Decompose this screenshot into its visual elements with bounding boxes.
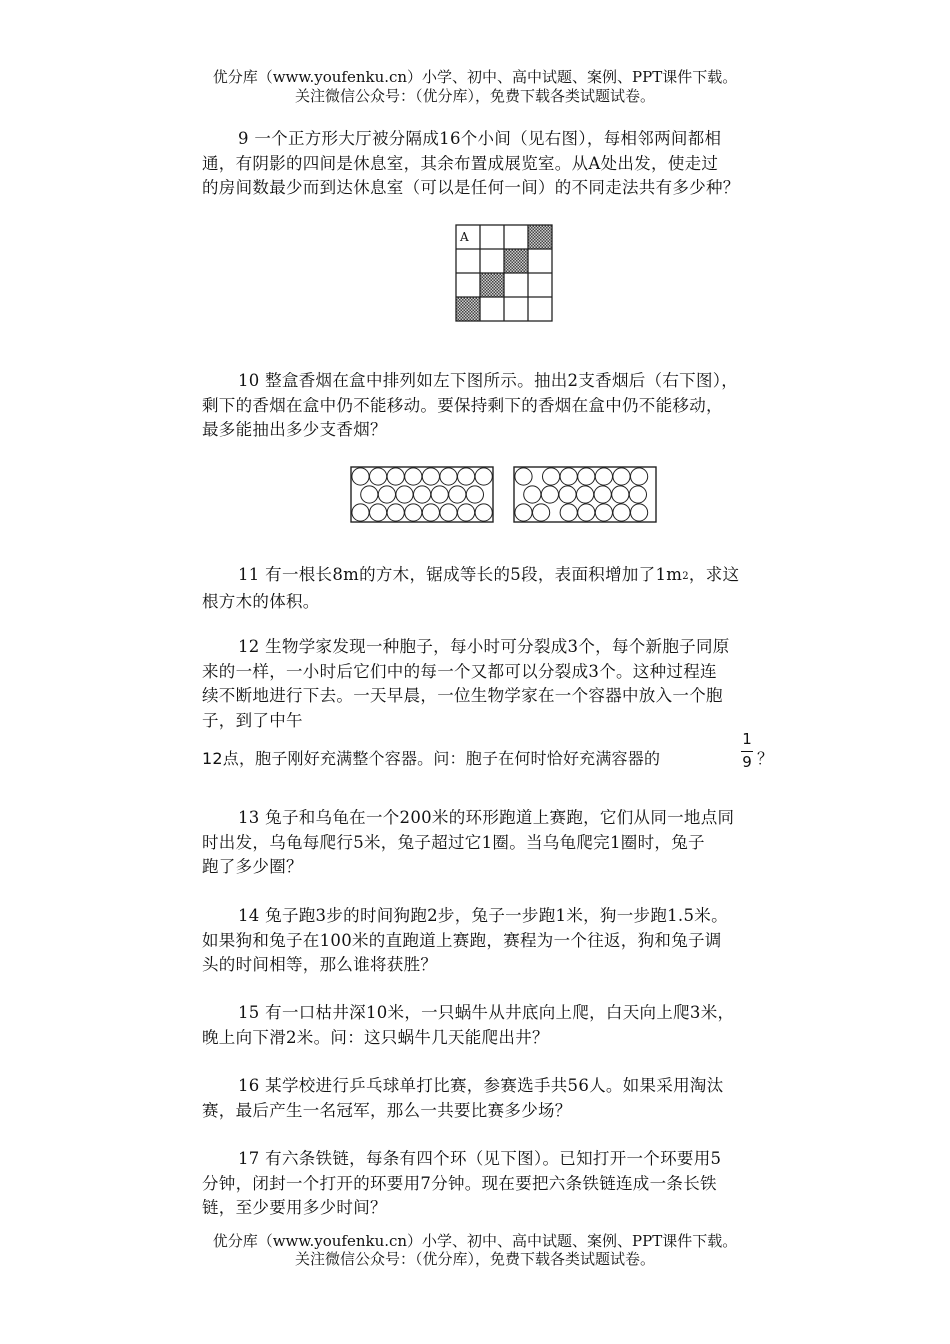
cigarette-circle xyxy=(449,486,466,503)
q13-line: 跑了多少圈？ xyxy=(202,857,303,876)
q16-line: 赛，最后产生一名冠军，那么一共要比赛多少场？ xyxy=(202,1100,572,1120)
question-17 xyxy=(202,1147,802,1221)
cigarette-circle xyxy=(440,504,457,521)
cigarette-circle xyxy=(396,486,413,503)
question-15 xyxy=(202,1001,802,1050)
q16-line: 16 某学校进行乒乓球单打比赛，参赛选手共56人。如果采用淘汰 xyxy=(238,1076,724,1095)
cigarette-circle xyxy=(361,486,378,503)
q17-line: 17 有六条铁链，每条有四个环（见下图）。已知打开一个环要用5 xyxy=(238,1149,722,1168)
footer-line-1: 优分库（www.youfenku.cn）小学、初中、高中试题、案例、PPT课件下载。 xyxy=(212,1232,738,1250)
q12-line: 续不断地进行下去。一天早晨，一位生物学家在一个容器中放入一个胞 xyxy=(202,686,723,705)
cigarette-circle xyxy=(559,486,576,503)
fraction-bar xyxy=(741,751,753,752)
cigarette-circle xyxy=(475,504,492,521)
question-16 xyxy=(202,1074,802,1123)
cigarette-circle xyxy=(370,504,387,521)
rest-room-cell xyxy=(456,297,480,321)
q14-line: 头的时间相等，那么谁将获胜？ xyxy=(202,955,438,974)
cigarette-circle xyxy=(387,468,404,485)
q10-line: 剩下的香烟在盒中仍不能移动。要保持剩下的香烟在盒中仍不能移动， xyxy=(202,395,723,415)
cigarette-boxes-figure xyxy=(348,465,660,525)
q11-text-b: ，求这 xyxy=(688,565,740,584)
cigarette-circle xyxy=(543,468,560,485)
q15-line: 15 有一口枯井深10米，一只蜗牛从井底向上爬，白天向上爬3米， xyxy=(238,1003,735,1022)
q14-line: 如果狗和兔子在100米的直跑道上赛跑，赛程为一个往返，狗和兔子调 xyxy=(202,930,722,950)
cigarette-circle xyxy=(370,468,387,485)
cigarette-circle xyxy=(533,504,550,521)
cigarette-circle xyxy=(422,468,439,485)
cigarette-circle xyxy=(458,504,475,521)
question-9 xyxy=(202,127,802,201)
q11-line-1 xyxy=(202,563,802,590)
question-12 xyxy=(202,635,802,733)
cigarette-circle xyxy=(440,468,457,485)
cigarette-circle xyxy=(560,504,577,521)
fraction-numerator: 1 xyxy=(742,730,752,748)
cigarette-circle xyxy=(629,486,646,503)
cigarette-circle xyxy=(541,486,558,503)
cigarette-circle xyxy=(387,504,404,521)
cigarette-circle xyxy=(612,486,629,503)
cigarette-circle xyxy=(631,468,648,485)
rest-room-cell xyxy=(528,225,552,249)
cigarette-circle xyxy=(613,504,630,521)
q10-line: 最多能抽出多少支香烟？ xyxy=(202,420,387,439)
q11-superscript: 2 xyxy=(682,571,689,582)
q14-line: 14 兔子跑3步的时间狗跑2步，兔子一步跑1米，狗一步跑1.5米。 xyxy=(238,906,728,925)
q12-line: 来的一样，一小时后它们中的每一个又都可以分裂成3个。这种过程连 xyxy=(202,661,717,681)
cigarette-circle xyxy=(431,486,448,503)
cigarette-circle xyxy=(578,504,595,521)
q13-line: 13 兔子和乌龟在一个200米的环形跑道上赛跑，它们从同一地点同 xyxy=(238,808,735,827)
partial-box-outline xyxy=(514,467,656,522)
cigarette-circle xyxy=(458,468,475,485)
footer-line-2: 关注微信公众号：（优分库），免费下载各类试题试卷。 xyxy=(294,1250,655,1268)
cigarette-circle xyxy=(422,504,439,521)
cigarette-circle xyxy=(352,468,369,485)
cigarette-circle xyxy=(613,468,630,485)
cigarette-circle xyxy=(475,468,492,485)
cigarette-circle xyxy=(577,486,594,503)
question-11 xyxy=(202,563,802,614)
cigarette-circle xyxy=(595,468,612,485)
q12-line: 子，到了中午 xyxy=(202,710,303,730)
q17-line: 链，至少要用多少时间？ xyxy=(202,1198,387,1217)
cigarette-circle xyxy=(378,486,395,503)
q11-line-2: 根方木的体积。 xyxy=(202,591,320,611)
cigarette-circle xyxy=(595,504,612,521)
cigarette-circle xyxy=(515,468,532,485)
cigarette-circle xyxy=(594,486,611,503)
cigarette-circle xyxy=(560,468,577,485)
cigarette-circle xyxy=(352,504,369,521)
q15-line: 晚上向下滑2米。问：这只蜗牛几天能爬出井？ xyxy=(202,1027,549,1047)
cigarette-circle xyxy=(631,504,648,521)
start-cell-label: A xyxy=(460,230,469,244)
cigarette-circle xyxy=(405,504,422,521)
question-14 xyxy=(202,904,802,978)
q11-text-a: 11 有一根长8m的方木，锯成等长的5段，表面积增加了1m xyxy=(238,565,683,584)
rest-room-cell xyxy=(504,249,528,273)
q13-line: 时出发，乌龟每爬行5米，兔子超过它1圈。当乌龟爬完1圈时，兔子 xyxy=(202,832,705,852)
q17-line: 分钟，闭封一个打开的环要用7分钟。现在要把六条铁链连成一条长铁 xyxy=(202,1173,717,1193)
q12-formula-line: 12点，胞子刚好充满整个容器。问：胞子在何时恰好充满容器的 xyxy=(202,749,661,768)
header-line-1: 优分库（www.youfenku.cn）小学、初中、高中试题、案例、PPT课件下载。 xyxy=(212,68,738,86)
cigarette-circle xyxy=(414,486,431,503)
question-13 xyxy=(202,806,802,880)
hall-grid-figure xyxy=(453,224,553,324)
cigarette-circle xyxy=(466,486,483,503)
rest-room-cell xyxy=(480,273,504,297)
question-10 xyxy=(202,369,802,443)
q9-line: 通，有阴影的四间是休息室，其余布置成展览室。从A处出发，使走过 xyxy=(202,153,719,173)
q9-line: 9 一个正方形大厅被分隔成16个小间（见右图），每相邻两间都相 xyxy=(238,129,722,148)
q9-line: 的房间数最少而到达休息室（可以是任何一间）的不同走法共有多少种？ xyxy=(202,178,740,197)
q10-line: 10 整盒香烟在盒中排列如左下图所示。抽出2支香烟后（右下图）， xyxy=(238,371,739,390)
q12-question-mark: ？ xyxy=(757,749,774,768)
q12-line: 12 生物学家发现一种胞子，每小时可分裂成3个，每个新胞子同原 xyxy=(238,637,730,656)
cigarette-circle xyxy=(405,468,422,485)
fraction-denominator: 9 xyxy=(742,753,752,771)
cigarette-circle xyxy=(524,486,541,503)
cigarette-circle xyxy=(578,468,595,485)
cigarette-circle xyxy=(515,504,532,521)
header-line-2: 关注微信公众号：（优分库），免费下载各类试题试卷。 xyxy=(294,87,655,105)
